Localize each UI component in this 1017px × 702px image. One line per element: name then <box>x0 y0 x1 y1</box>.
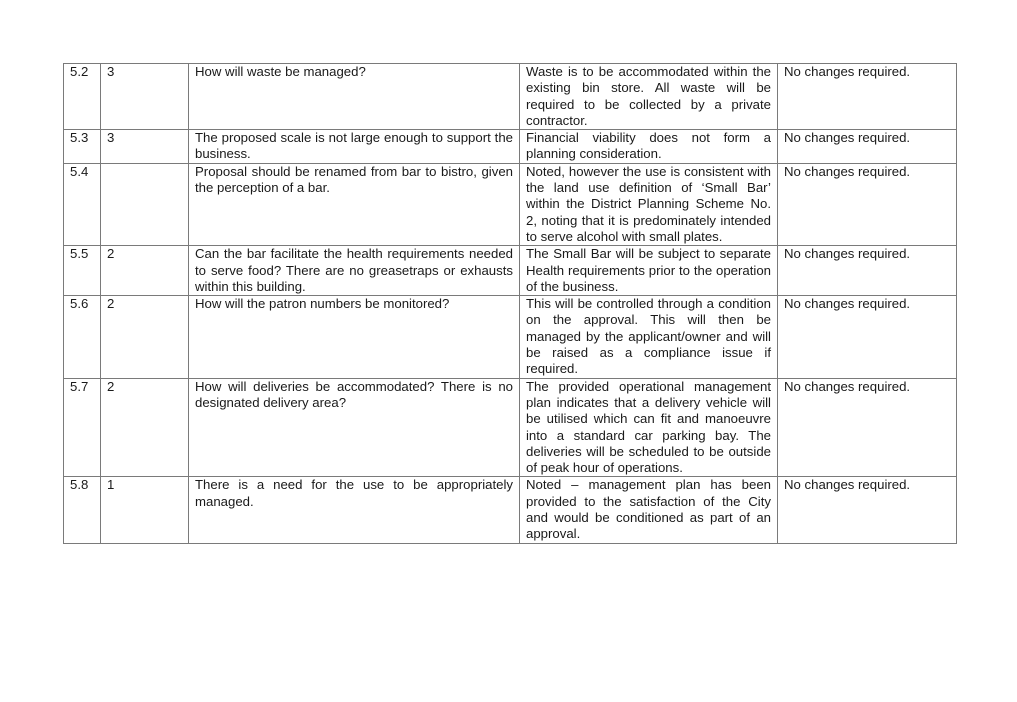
issue-text: Proposal should be renamed from bar to bistro, given the perception of a bar. <box>189 163 520 245</box>
issue-text: There is a need for the use to be appropriately managed. <box>189 477 520 543</box>
response-text: The provided operational management plan indicates that a delivery vehicle will be utilised which can fit and manoeuvre into a standard car parking bay. The deliveries will be scheduled to be outside of peak hour of operations. <box>520 378 778 477</box>
submission-count <box>101 163 189 245</box>
table-row <box>64 163 957 245</box>
table-row <box>64 477 957 543</box>
recommendation-text: No changes required. <box>778 64 957 130</box>
issue-text: How will the patron numbers be monitored? <box>189 296 520 378</box>
item-number: 5.2 <box>64 64 101 130</box>
item-number: 5.6 <box>64 296 101 378</box>
submissions-table <box>63 63 957 544</box>
submission-count: 3 <box>101 64 189 130</box>
item-number: 5.8 <box>64 477 101 543</box>
table-row <box>64 64 957 130</box>
recommendation-text: No changes required. <box>778 296 957 378</box>
submission-count: 2 <box>101 378 189 477</box>
table-row <box>64 296 957 378</box>
response-text: Financial viability does not form a planning consideration. <box>520 130 778 164</box>
issue-text: The proposed scale is not large enough to support the business. <box>189 130 520 164</box>
response-text: This will be controlled through a condition on the approval. This will then be managed by the applicant/owner and will be raised as a compliance issue if required. <box>520 296 778 378</box>
submission-count: 3 <box>101 130 189 164</box>
issue-text: Can the bar facilitate the health requirements needed to serve food? There are no greasetraps or exhausts within this building. <box>189 246 520 296</box>
recommendation-text: No changes required. <box>778 130 957 164</box>
table-row <box>64 246 957 296</box>
item-number: 5.4 <box>64 163 101 245</box>
item-number: 5.3 <box>64 130 101 164</box>
recommendation-text: No changes required. <box>778 378 957 477</box>
response-text: Noted – management plan has been provided to the satisfaction of the City and would be conditioned as part of an approval. <box>520 477 778 543</box>
response-text: Waste is to be accommodated within the existing bin store. All waste will be required to be collected by a private contractor. <box>520 64 778 130</box>
table-row <box>64 130 957 164</box>
issue-text: How will waste be managed? <box>189 64 520 130</box>
submission-count: 1 <box>101 477 189 543</box>
recommendation-text: No changes required. <box>778 163 957 245</box>
item-number: 5.7 <box>64 378 101 477</box>
issue-text: How will deliveries be accommodated? There is no designated delivery area? <box>189 378 520 477</box>
item-number: 5.5 <box>64 246 101 296</box>
submission-count: 2 <box>101 296 189 378</box>
table-row <box>64 378 957 477</box>
response-text: The Small Bar will be subject to separate Health requirements prior to the operation of the business. <box>520 246 778 296</box>
submission-count: 2 <box>101 246 189 296</box>
response-text: Noted, however the use is consistent with the land use definition of ‘Small Bar’ within the District Planning Scheme No. 2, noting that it is predominately intended to serve alcohol with small plates. <box>520 163 778 245</box>
recommendation-text: No changes required. <box>778 477 957 543</box>
recommendation-text: No changes required. <box>778 246 957 296</box>
